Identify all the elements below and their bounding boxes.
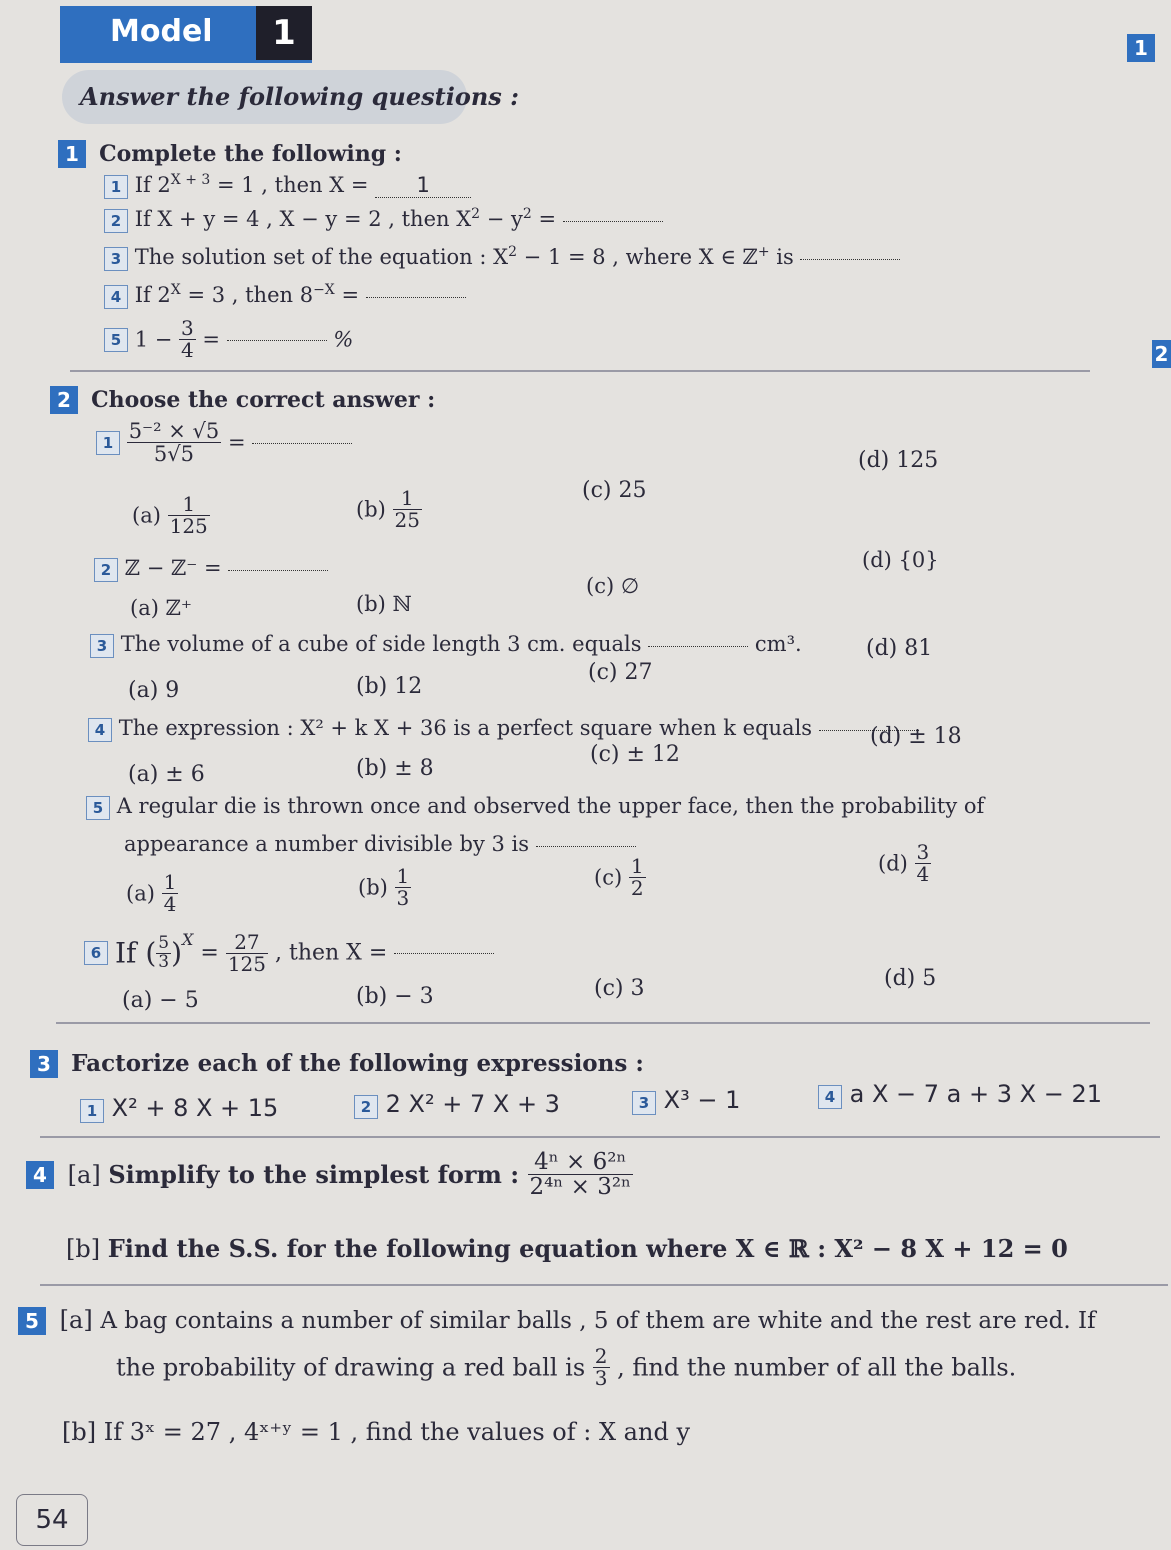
q1-item-5-unit: % (333, 327, 354, 352)
q4-a-row (26, 1150, 633, 1199)
q1-item-1-sup: X + 3 (170, 172, 211, 188)
q1-item-4-badge: 4 (104, 285, 128, 309)
q2-1a-label: (a) (132, 503, 161, 528)
q5-a-den: 3 (594, 1366, 608, 1390)
q4-a-num: 4ⁿ × 6²ⁿ (528, 1150, 634, 1175)
q3-item-4-badge: 4 (818, 1085, 842, 1109)
q1-item-2 (104, 206, 663, 233)
q1-item-2-badge: 2 (104, 209, 128, 233)
q2-title: Choose the correct answer : (91, 387, 436, 413)
q1-item-3 (104, 244, 900, 271)
q2-item-6-post: ) (171, 936, 183, 970)
q2-item-1-den: 5√5 (153, 442, 195, 467)
q2-6-r-num: 27 (226, 932, 268, 954)
q1-item-4-end: = (334, 283, 366, 307)
q5-a-label: [a] (59, 1306, 93, 1334)
q2-5d-label: (d) (878, 851, 908, 876)
q2-item-1-option-b[interactable] (356, 488, 422, 531)
q2-item-6-rhs-fraction (226, 929, 268, 976)
q2-item-6-option-d[interactable]: (d) 5 (884, 966, 937, 991)
q4-b-row (66, 1234, 1068, 1263)
q1-item-4-sup1: X (170, 282, 181, 298)
q2-item-4-option-d[interactable]: (d) ± 18 (870, 724, 962, 749)
q1-item-1-answer-line[interactable] (375, 173, 471, 198)
q2-item-1-option-d[interactable]: (d) 125 (858, 448, 939, 473)
q3-item-1-text: X² + 8 X + 15 (111, 1094, 279, 1122)
q2-item-5-line1: A regular die is thrown once and observed the upper face, then the probability of (116, 794, 985, 818)
q2-item-5-option-d[interactable] (878, 842, 931, 885)
q2-item-1-fraction (127, 420, 222, 465)
q2-1a-den: 125 (169, 514, 208, 538)
q4-a-den: 2⁴ⁿ × 3²ⁿ (529, 1174, 632, 1201)
instruction-text: Answer the following questions : (80, 82, 520, 111)
q2-5a-den: 4 (163, 892, 177, 916)
q2-item-1-option-a[interactable] (132, 494, 210, 537)
q2-item-1 (96, 420, 352, 465)
q1-item-3-end: is (769, 245, 801, 269)
q2-item-3-option-b[interactable]: (b) 12 (356, 674, 423, 699)
q1-item-2-blank[interactable] (563, 220, 663, 222)
q1-item-2-sup1: 2 (471, 206, 481, 222)
divider-4 (40, 1284, 1168, 1286)
q2-item-3-option-c[interactable]: (c) 27 (588, 660, 653, 685)
q1-item-3-mid: − 1 = 8 , where X ∈ ℤ (517, 245, 758, 269)
q2-item-1-blank[interactable] (252, 442, 352, 444)
q5-a-line2-post: , find the number of all the balls. (609, 1353, 1017, 1382)
q2-1b-fraction (393, 488, 422, 531)
q2-item-2 (94, 556, 328, 582)
q2-1a-fraction (168, 494, 210, 537)
q3-item-1-badge: 1 (80, 1099, 104, 1123)
q3-item-2-badge: 2 (354, 1095, 378, 1119)
q1-title: Complete the following : (99, 141, 402, 167)
q4-b-text: Find the S.S. for the following equation where X ∈ ℝ : X² − 8 X + 12 = 0 (107, 1234, 1068, 1263)
q1-item-5-fraction (179, 318, 196, 361)
q2-item-4-option-a[interactable]: (a) ± 6 (128, 762, 205, 787)
q5-b-label: [b] (62, 1418, 97, 1446)
q2-item-6-blank[interactable] (394, 952, 494, 954)
q1-item-5-blank[interactable] (227, 339, 327, 341)
q1-item-2-end: = (531, 207, 563, 231)
q2-item-6-pre: If ( (115, 936, 157, 970)
q2-5c-num: 1 (630, 854, 644, 878)
q2-6-in-num: 5 (158, 932, 170, 953)
q2-item-2-option-c[interactable]: (c) ∅ (586, 574, 640, 598)
q2-5d-den: 4 (916, 862, 930, 886)
q2-item-5-badge: 5 (86, 796, 110, 820)
q2-item-3-blank[interactable] (648, 645, 748, 647)
q4-b-label: [b] (66, 1235, 101, 1263)
q1-number: 1 (58, 140, 86, 168)
q2-item-3-option-d[interactable]: (d) 81 (866, 636, 933, 661)
q2-number: 2 (50, 386, 78, 414)
q4-a-label: [a] (67, 1160, 101, 1189)
q2-item-5-option-c[interactable] (594, 856, 646, 899)
q2-5a-fraction (162, 872, 179, 915)
q1-header (58, 140, 402, 168)
q4-a-text: Simplify to the simplest form : (108, 1160, 528, 1190)
q3-item-3 (632, 1086, 740, 1115)
q2-item-5-option-b[interactable] (358, 866, 411, 909)
q1-item-4-sup2: −X (313, 282, 335, 298)
q1-item-1-answer: 1 (416, 173, 430, 197)
q2-item-3-option-a[interactable]: (a) 9 (128, 678, 180, 703)
q5-a-row (18, 1306, 1096, 1335)
q2-header (50, 386, 435, 414)
q2-item-6-option-a[interactable]: (a) − 5 (122, 988, 199, 1013)
q2-1a-num: 1 (168, 494, 210, 516)
q2-item-6-sup: X (182, 930, 194, 949)
q2-item-6-end: , then X = (268, 940, 395, 966)
q2-item-5-option-a[interactable] (126, 872, 178, 915)
q2-5b-den: 3 (396, 886, 410, 910)
q4-number: 4 (26, 1161, 54, 1189)
q2-item-3-badge: 3 (90, 634, 114, 658)
q1-item-4-blank[interactable] (366, 296, 466, 298)
model-banner (60, 6, 312, 60)
q2-item-2-text: ℤ − ℤ⁻ = (124, 556, 229, 580)
q2-item-5-line2: appearance a number divisible by 3 is (124, 832, 536, 856)
q3-header (30, 1050, 644, 1078)
q2-5b-num: 1 (396, 864, 410, 888)
q1-item-5-den: 4 (181, 338, 194, 362)
q2-item-3-text: The volume of a cube of side length 3 cm. equals (120, 632, 649, 656)
q2-item-6-badge: 6 (84, 941, 108, 965)
q1-item-2-mid: − y (480, 207, 523, 231)
q2-item-6-inner-fraction (156, 932, 171, 972)
q2-item-3 (90, 632, 802, 658)
q3-number: 3 (30, 1050, 58, 1078)
page-tab-side: 2 (1152, 340, 1171, 368)
page-tab-top: 1 (1127, 34, 1155, 62)
q1-item-3-sup2: + (757, 244, 770, 260)
q5-a-line1: A bag contains a number of similar balls , 5 of them are white and the rest are red. If (100, 1308, 1096, 1334)
q1-item-5-num: 3 (181, 316, 194, 340)
q1-item-1 (104, 172, 471, 199)
q2-item-4-option-b[interactable]: (b) ± 8 (356, 756, 434, 781)
q5-a-num: 2 (594, 1344, 608, 1368)
q2-item-4-text: The expression : X² + k X + 36 is a perfect square when k equals (118, 716, 819, 740)
q2-item-4-badge: 4 (88, 718, 112, 742)
q2-item-2-option-b[interactable]: (b) ℕ (356, 592, 412, 616)
model-label: Model (110, 14, 213, 49)
q2-5c-label: (c) (594, 865, 623, 890)
q2-5a-label: (a) (126, 881, 155, 906)
q2-item-1-eq: = (227, 430, 253, 455)
q2-5a-num: 1 (163, 870, 177, 894)
q2-5d-fraction (915, 842, 932, 885)
page-number-text: 54 (35, 1505, 69, 1535)
q2-5d-num: 3 (916, 840, 930, 864)
q1-item-3-blank[interactable] (800, 258, 900, 260)
divider-1 (70, 370, 1090, 372)
q1-item-5-pre: 1 − (134, 327, 179, 352)
q2-item-4-option-c[interactable]: (c) ± 12 (590, 742, 680, 767)
q1-item-4-mid: = 3 , then 8 (180, 283, 314, 307)
q2-item-5 (86, 794, 984, 820)
q1-item-5-end: = (202, 327, 227, 352)
page-number (16, 1494, 88, 1546)
q3-item-1 (80, 1094, 278, 1123)
q2-5b-label: (b) (358, 875, 388, 900)
q2-6-r-den: 125 (227, 951, 267, 976)
q5-b-row (62, 1418, 690, 1446)
q2-item-2-blank[interactable] (228, 569, 328, 571)
q2-1b-label: (b) (356, 497, 386, 522)
q2-item-5-blank[interactable] (536, 845, 636, 847)
q3-item-3-text: X³ − 1 (663, 1086, 741, 1114)
q1-item-4 (104, 282, 466, 309)
q5-b-text: If 3ˣ = 27 , 4ˣ⁺ʸ = 1 , find the values of : X and y (103, 1418, 690, 1446)
q3-item-2-text: 2 X² + 7 X + 3 (385, 1090, 560, 1118)
q2-5c-den: 2 (630, 876, 644, 900)
q3-item-4 (818, 1080, 1102, 1109)
q1-item-3-text: The solution set of the equation : X (134, 245, 509, 269)
q2-item-3-unit: cm³. (754, 632, 802, 656)
q2-item-4 (88, 716, 919, 742)
q2-item-6-option-b[interactable]: (b) − 3 (356, 984, 434, 1009)
q3-item-2 (354, 1090, 560, 1119)
q3-item-3-badge: 3 (632, 1091, 656, 1115)
q5-a-fraction (593, 1346, 610, 1389)
q2-6-in-den: 3 (158, 951, 170, 972)
q1-item-5-badge: 5 (104, 328, 128, 352)
q5-number: 5 (18, 1307, 46, 1335)
q2-item-6-option-c[interactable]: (c) 3 (594, 976, 645, 1001)
q3-title: Factorize each of the following expressions : (71, 1050, 644, 1077)
q1-item-1-badge: 1 (104, 175, 128, 199)
divider-2 (56, 1022, 1150, 1024)
q2-item-2-option-a[interactable]: (a) ℤ⁺ (130, 596, 192, 620)
q2-5b-fraction (395, 866, 412, 909)
q2-item-6-eq: = (193, 940, 226, 966)
q2-item-5-line2-row (124, 832, 636, 856)
q2-item-1-badge: 1 (96, 431, 120, 455)
model-number: 1 (256, 6, 312, 60)
q2-item-6 (84, 930, 494, 975)
q5-a-line2-row (116, 1346, 1016, 1389)
q1-item-1-mid: = 1 , then X = (210, 173, 376, 197)
q2-5c-fraction (629, 856, 646, 899)
q4-a-fraction (528, 1150, 634, 1199)
q2-item-2-badge: 2 (94, 558, 118, 582)
q3-item-4-text: a X − 7 a + 3 X − 21 (849, 1080, 1103, 1108)
q1-item-1-text: If 2 (134, 173, 171, 197)
q1-item-3-sup1: 2 (508, 244, 517, 260)
q2-item-1-num: 5⁻² × √5 (128, 419, 220, 443)
q2-1b-num: 1 (393, 488, 422, 510)
q2-item-2-option-d[interactable]: (d) {0} (862, 548, 939, 572)
divider-3 (40, 1136, 1160, 1138)
q1-item-2-sup2: 2 (522, 206, 532, 222)
q1-item-5 (104, 318, 353, 361)
q1-item-2-text: If X + y = 4 , X − y = 2 , then X (134, 207, 472, 231)
q2-1b-den: 25 (394, 508, 420, 532)
q2-item-1-option-c[interactable]: (c) 25 (582, 478, 647, 503)
q1-item-4-text: If 2 (134, 283, 171, 307)
q5-a-line2-pre: the probability of drawing a red ball is (116, 1353, 593, 1382)
q1-item-3-badge: 3 (104, 247, 128, 271)
